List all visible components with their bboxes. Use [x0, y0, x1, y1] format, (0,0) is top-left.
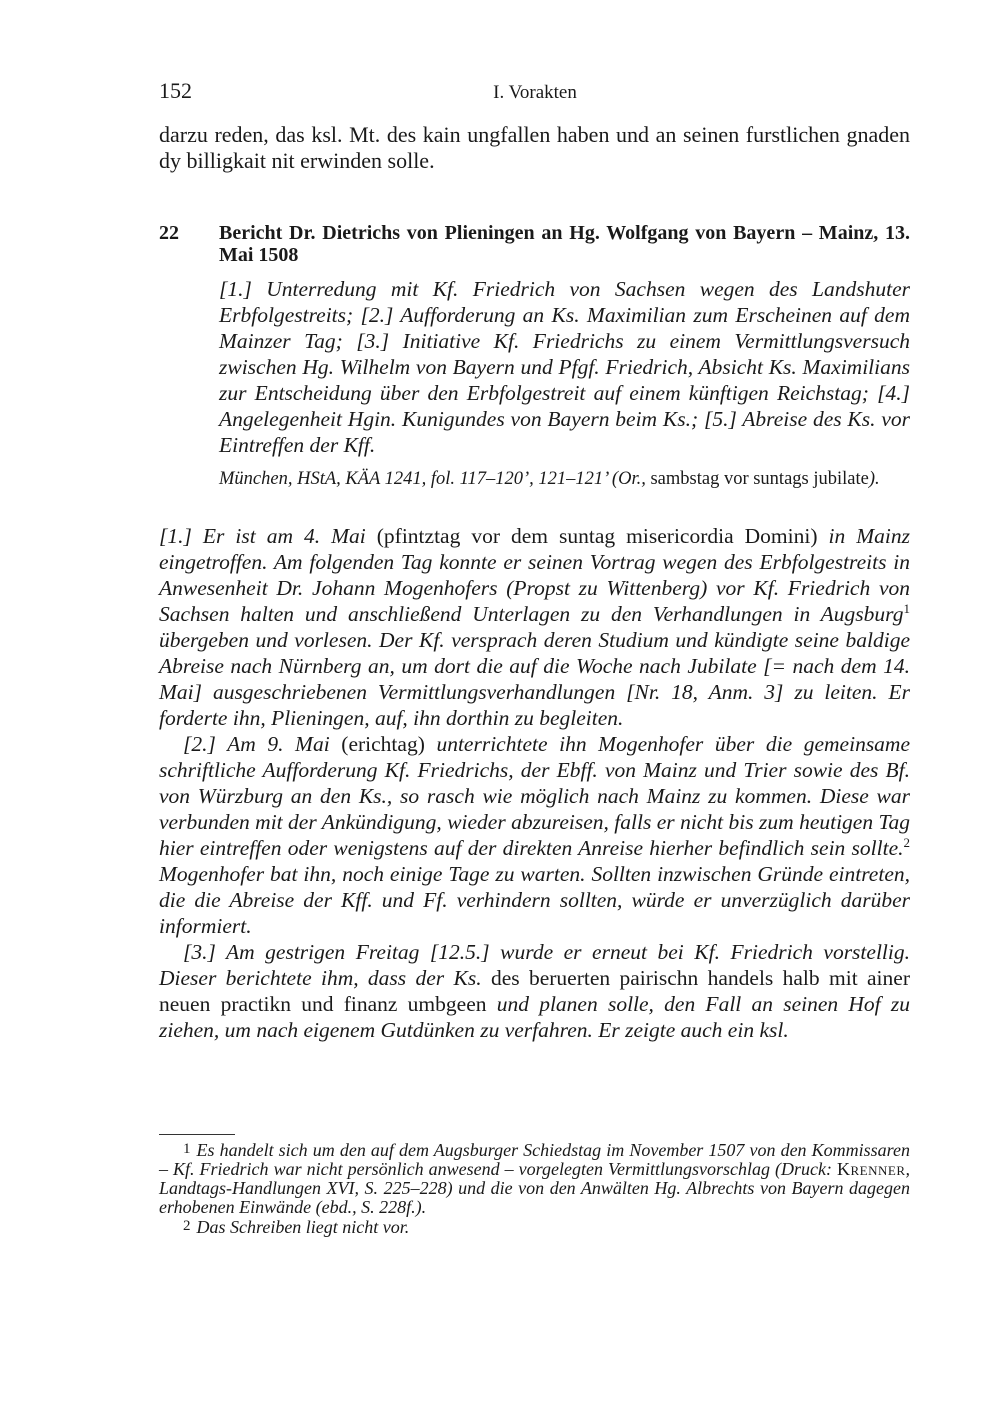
paragraph-1	[159, 523, 910, 731]
footnote-2-mark: 2	[183, 1218, 191, 1234]
p2-part-b: (erichtag)	[341, 732, 425, 756]
document-title: Bericht Dr. Dietrichs von Plieningen an Hg. Wolfgang von Bayern – Mainz, 13. Mai 1508	[219, 222, 910, 266]
p3-part-c: und planen solle, den Fall an seinen Hof zu ziehen, um nach eigenem Gutdünken zu verfahren. Er zeigte auch ein ksl.	[159, 992, 910, 1042]
p2-part-c: unterrichtete ihn Mogenhofer über die gemeinsame schriftliche Aufforderung Kf. Friedrichs, der Ebff. von Mainz und Trier sowie des Bf. von Würzburg an den Ks., so rasch wie möglich nach Mainz zu kommen. Diese war verbunden mit der Ankündigung, wieder abzureisen, falls er nicht bis zum heutigen Tag hier eintreffen oder wenigstens auf der direkten Anreise hierher befindlich sein sollte.	[159, 732, 911, 860]
source-close: ).	[868, 469, 880, 489]
footnote-1-mark: 1	[183, 1141, 191, 1157]
paragraph-2	[159, 731, 910, 939]
footnote-1-author: Krenner	[837, 1159, 906, 1179]
source-archive: München, HStA, KÄA 1241, fol. 117–120’, 121–121’ (Or.,	[219, 469, 651, 489]
footnote-1-part-b: , Landtags-Handlungen XVI, S. 225–228) und die von den Anwälten Hg. Albrechts von Bayern dagegen erhobenen Einwände (ebd., S. 228f.).	[159, 1159, 910, 1217]
footnote-1	[159, 1140, 910, 1217]
intro-paragraph: darzu reden, das ksl. Mt. des kain ungfallen haben und an seinen furstlichen gnaden dy billigkait nit erwinden solle.	[159, 122, 910, 173]
source-date-phrase: sambstag vor suntags jubilate	[650, 469, 869, 489]
p1-part-a: [1.] Er ist am 4. Mai	[159, 524, 377, 548]
p2-part-a: [2.] Am 9. Mai	[183, 732, 342, 756]
p1-part-d: übergeben und vorlesen. Der Kf. versprach deren Studium und kündigte seine baldige Abreise nach Nürnberg an, um dort die auf die Woche nach Jubilate [= nach dem 14. Mai] ausgeschriebenen Vermittlungsverhandlungen [Nr. 18, Anm. 3] zu leiten. Er forderte ihn, Plieningen, auf, ihn dorthin zu begleiten.	[159, 628, 910, 730]
p1-part-c: in Mainz eingetroffen. Am folgenden Tag konnte er seinen Vortrag wegen des Erbfolgestreits in Anwesenheit Dr. Johann Mogenhofers (Propst zu Wittenberg) vor Kf. Friedrich von Sachsen halten und anschließend Unterlagen zu den Verhandlungen in Augsburg	[159, 524, 910, 626]
p3-part-a: [3.] Am gestrigen Freitag [12.5.] wurde er erneut bei Kf. Friedrich vorstellig. Dieser berichtete ihm, dass der Ks.	[159, 940, 910, 990]
document-number: 22	[159, 222, 179, 244]
footnote-ref-2[interactable]: 2	[903, 834, 910, 850]
source-reference	[219, 467, 910, 491]
footnote-1-part-a: Es handelt sich um den auf dem Augsburger Schiedstag im November 1507 von den Kommissaren – Kf. Friedrich war nicht persönlich anwesend – vorgelegten Vermittlungsvorschlag (Druck:	[159, 1140, 910, 1179]
running-head: I. Vorakten	[493, 82, 577, 103]
p2-part-d: Mogenhofer bat ihn, noch einige Tage zu warten. Sollten inzwischen Gründe eintreten, die die Abreise der Kff. und Ff. verhindern sollten, würde er unverzüglich darüber informiert.	[159, 862, 910, 938]
p1-part-b: (pfintztag vor dem suntag misericordia Domini)	[376, 524, 818, 548]
document-regest: [1.] Unterredung mit Kf. Friedrich von Sachsen wegen des Landshuter Erbfolgestreits; [2.] Aufforderung an Ks. Maximilian zum Erscheinen auf dem Mainzer Tag; [3.] Initiative Kf. Friedrichs zu einem Vermittlungsversuch zwischen Hg. Wilhelm von Bayern und Pfgf. Friedrich, Absicht Ks. Maximilians zur Entscheidung über den Erbfolgestreit auf einem künftigen Reichstag; [4.] Angelegenheit Hgin. Kunigundes von Bayern beim Ks.; [5.] Abreise des Ks. vor Eintreffen der Kff.	[219, 277, 910, 457]
paragraph-3	[159, 939, 910, 1043]
footnote-rule	[159, 1134, 235, 1135]
footnotes	[159, 1140, 910, 1237]
body-text	[159, 523, 910, 1043]
footnote-ref-1[interactable]: 1	[903, 600, 910, 616]
p3-part-b: des beruerten pairischn handels halb mit ainer neuen practikn und finanz umbgeen	[159, 966, 910, 1016]
footnote-2-text: Das Schreiben liegt nicht vor.	[196, 1217, 410, 1237]
footnote-2	[159, 1217, 910, 1237]
page-number: 152	[159, 78, 192, 103]
